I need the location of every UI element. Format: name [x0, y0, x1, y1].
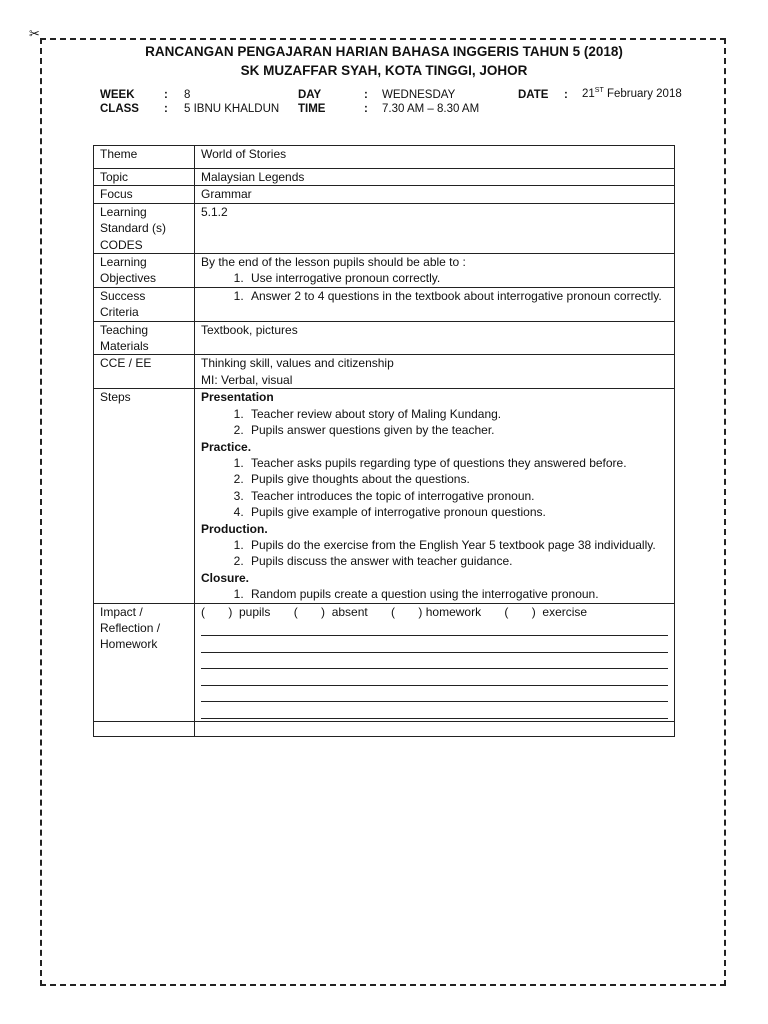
impact-value: [195, 603, 675, 721]
writing-line: [201, 669, 668, 686]
empty-cell: [94, 721, 195, 736]
table-row: [94, 203, 675, 253]
time-value: 7.30 AM – 8.30 AM: [382, 103, 480, 115]
table-row: [94, 146, 675, 169]
table-row: [94, 287, 675, 321]
colon: :: [164, 89, 168, 101]
school-name: SK MUZAFFAR SYAH, KOTA TINGGI, JOHOR: [240, 63, 528, 78]
writing-line: [201, 620, 668, 637]
writing-line: [201, 636, 668, 653]
list-item: 3. Teacher introduces the topic of interrogative pronoun.: [247, 488, 668, 504]
list-item: 1. Teacher asks pupils regarding type of questions they answered before.: [247, 455, 668, 471]
table-row: [94, 721, 675, 736]
colon: :: [364, 89, 368, 101]
page-title: RANCANGAN PENGAJARAN HARIAN BAHASA INGGERIS TAHUN 5 (2018): [145, 44, 623, 59]
class-value: 5 IBNU KHALDUN: [184, 103, 280, 115]
writing-line: [201, 702, 668, 719]
steps-value: [195, 389, 675, 603]
colon: :: [164, 103, 168, 115]
learning-objectives-label: Learning Objectives: [94, 254, 195, 288]
date-label: DATE: [518, 89, 549, 101]
day-value: WEDNESDAY: [382, 89, 456, 101]
table-row: [94, 186, 675, 203]
week-value: 8: [184, 89, 191, 101]
table-row: [94, 321, 675, 355]
table-row: [94, 355, 675, 389]
theme-label: Theme: [94, 146, 195, 169]
list-item: 1. Answer 2 to 4 questions in the textbook about interrogative pronoun correctly.: [247, 288, 668, 304]
table-row: [94, 169, 675, 186]
learning-objectives-value: By the end of the lesson pupils should be able to : 1. Use interrogative pronoun correctly.: [195, 254, 675, 288]
practice-heading: Practice.: [201, 439, 252, 454]
production-heading: Production.: [201, 521, 268, 536]
list-item: 1. Random pupils create a question using the interrogative pronoun.: [247, 586, 668, 602]
theme-value: World of Stories: [195, 146, 675, 169]
lesson-plan-table: [93, 145, 675, 737]
list-item: 2. Pupils give thoughts about the questions.: [247, 471, 668, 487]
focus-value: Grammar: [195, 186, 675, 203]
colon: :: [364, 103, 368, 115]
time-label: TIME: [298, 103, 326, 115]
focus-label: Focus: [94, 186, 195, 203]
topic-label: Topic: [94, 169, 195, 186]
table-row: [94, 603, 675, 721]
date-value: 21ST February 2018: [582, 87, 682, 100]
empty-cell: [195, 721, 675, 736]
writing-line: [201, 653, 668, 670]
list-item: 1. Teacher review about story of Maling Kundang.: [247, 406, 668, 422]
steps-label: Steps: [94, 389, 195, 603]
impact-checkboxes: ( ) pupils ( ) absent ( ) homework ( ) exercise: [201, 604, 588, 619]
list-item: 2. Pupils discuss the answer with teacher guidance.: [247, 553, 668, 569]
list-item: 1. Pupils do the exercise from the English Year 5 textbook page 38 individually.: [247, 537, 668, 553]
success-criteria-value: [195, 287, 675, 321]
teaching-materials-value: Textbook, pictures: [195, 321, 675, 355]
success-criteria-label: Success Criteria: [94, 287, 195, 321]
writing-line: [201, 686, 668, 703]
class-label: CLASS: [100, 103, 139, 115]
cce-label: CCE / EE: [94, 355, 195, 389]
day-label: DAY: [298, 89, 322, 101]
list-item: 1. Use interrogative pronoun correctly.: [247, 270, 668, 286]
colon: :: [564, 89, 568, 101]
list-item: 2. Pupils answer questions given by the teacher.: [247, 422, 668, 438]
list-item: 4. Pupils give example of interrogative pronoun questions.: [247, 504, 668, 520]
presentation-heading: Presentation: [201, 390, 274, 405]
week-label: WEEK: [100, 89, 135, 101]
teaching-materials-label: Teaching Materials: [94, 321, 195, 355]
table-row: [94, 389, 675, 603]
scissors-icon: ✂: [29, 26, 40, 41]
topic-value: Malaysian Legends: [195, 169, 675, 186]
learning-standard-label: Learning Standard (s) CODES: [94, 203, 195, 253]
impact-label: Impact / Reflection / Homework: [94, 603, 195, 721]
learning-standard-value: 5.1.2: [195, 203, 675, 253]
table-row: [94, 254, 675, 288]
cce-value: Thinking skill, values and citizenship MI: Verbal, visual: [195, 355, 675, 389]
closure-heading: Closure.: [201, 570, 250, 585]
